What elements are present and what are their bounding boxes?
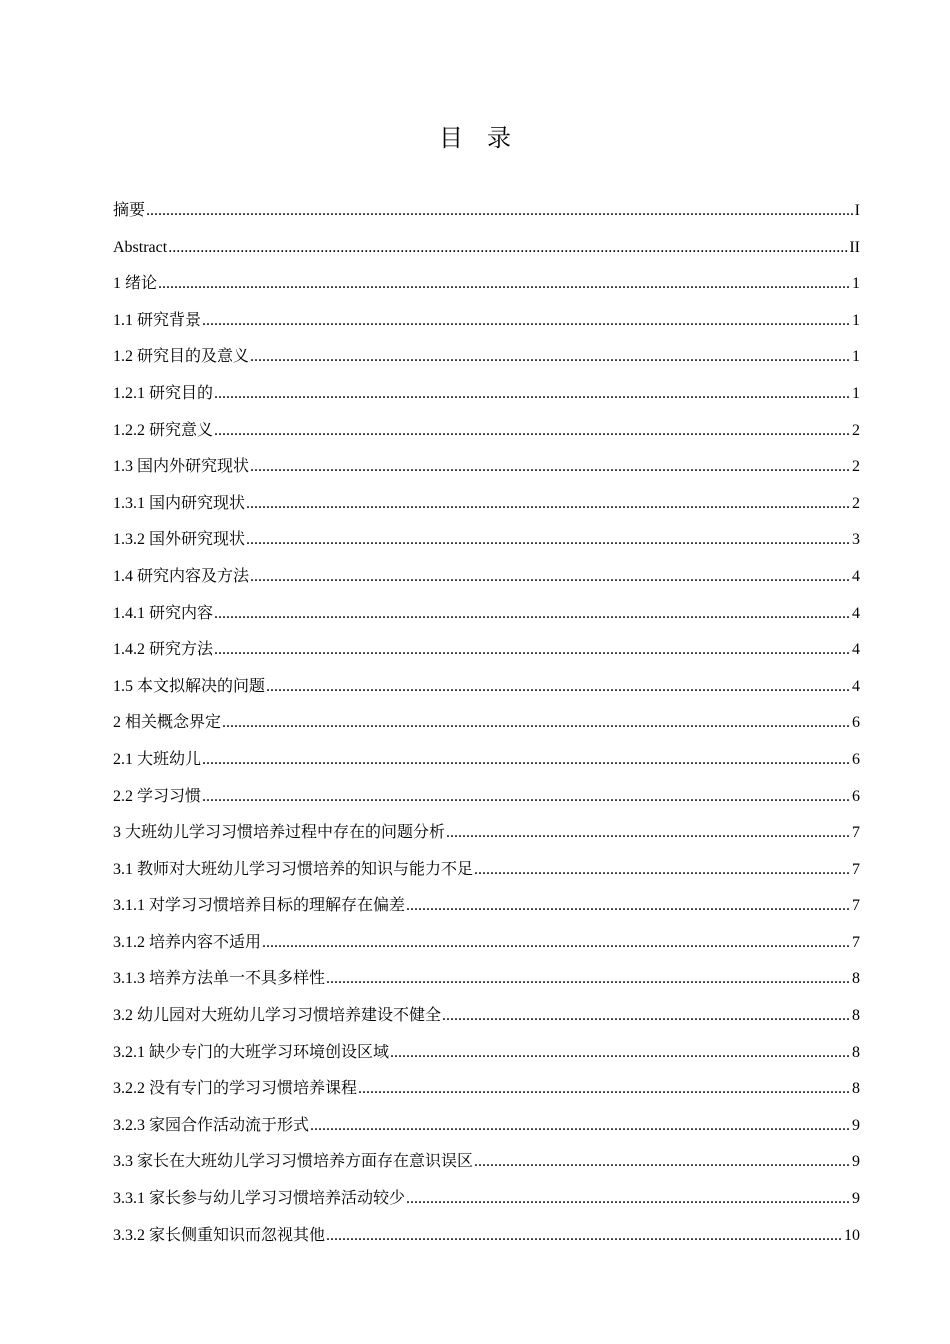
- toc-entry[interactable]: [113, 819, 860, 856]
- toc-entry[interactable]: [113, 746, 860, 783]
- toc-entry-label: 3.1 教师对大班幼儿学习习惯培养的知识与能力不足: [113, 860, 474, 878]
- toc-page-number: 9: [852, 1153, 860, 1171]
- toc-page-number: 8: [852, 1080, 860, 1098]
- toc-page-number: 4: [852, 641, 860, 659]
- toc-entry-label: 1.3 国内外研究现状: [113, 458, 250, 476]
- toc-page-number: 7: [852, 933, 860, 951]
- toc-entry[interactable]: [113, 417, 860, 454]
- toc-page-number: 8: [852, 1043, 860, 1061]
- toc-dot-leader: [250, 453, 851, 481]
- toc-entry-label: 3.3.1 家长参与幼儿学习习惯培养活动较少: [113, 1190, 406, 1208]
- toc-entry-label: 1.4.1 研究内容: [113, 604, 214, 622]
- toc-entry-label: 1.4.2 研究方法: [113, 641, 214, 659]
- toc-entry-label: 1.2.2 研究意义: [113, 421, 214, 439]
- toc-dot-leader: [326, 1222, 843, 1250]
- toc-entry[interactable]: [113, 673, 860, 710]
- toc-entry[interactable]: [113, 1075, 860, 1112]
- toc-dot-leader: [262, 929, 851, 957]
- toc-entry-label: 1.4 研究内容及方法: [113, 567, 250, 585]
- toc-entry[interactable]: [113, 965, 860, 1002]
- toc-entry[interactable]: [113, 1039, 860, 1076]
- toc-page-number: 9: [852, 1190, 860, 1208]
- toc-page-number: 2: [852, 421, 860, 439]
- toc-entry-label: 1.2.1 研究目的: [113, 384, 214, 402]
- toc-page-number: 6: [852, 714, 860, 732]
- toc-dot-leader: [406, 892, 851, 920]
- toc-dot-leader: [214, 380, 851, 408]
- toc-page-number: 2: [852, 458, 860, 476]
- toc-entry[interactable]: [113, 380, 860, 417]
- toc-entry-label: 2.1 大班幼儿: [113, 750, 202, 768]
- toc-entry-label: Abstract: [113, 238, 168, 256]
- toc-dot-leader: [250, 563, 851, 591]
- toc-entry[interactable]: [113, 783, 860, 820]
- toc-entry[interactable]: [113, 490, 860, 527]
- toc-dot-leader: [442, 1002, 851, 1030]
- page-title: 目录: [439, 124, 535, 152]
- toc-entry-label: 1.5 本文拟解决的问题: [113, 677, 266, 695]
- toc-entry[interactable]: [113, 856, 860, 893]
- toc-page-number: 4: [852, 677, 860, 695]
- toc-entry-label: 2.2 学习习惯: [113, 787, 202, 805]
- table-of-contents: [113, 197, 860, 1258]
- toc-page-number: II: [849, 238, 860, 256]
- toc-dot-leader: [214, 636, 851, 664]
- toc-entry-label: 3.2.2 没有专门的学习习惯培养课程: [113, 1080, 358, 1098]
- toc-entry[interactable]: [113, 892, 860, 929]
- toc-entry-label: 3.2.3 家园合作活动流于形式: [113, 1116, 310, 1134]
- toc-page-number: 1: [852, 311, 860, 329]
- toc-entry[interactable]: [113, 929, 860, 966]
- toc-dot-leader: [390, 1039, 851, 1067]
- toc-page-number: 7: [852, 897, 860, 915]
- toc-dot-leader: [202, 307, 851, 335]
- toc-page-number: 4: [852, 567, 860, 585]
- toc-page-number: 4: [852, 604, 860, 622]
- toc-entry[interactable]: [113, 1185, 860, 1222]
- toc-page-number: 9: [852, 1116, 860, 1134]
- toc-entry[interactable]: [113, 234, 860, 271]
- toc-entry-label: 3.1.2 培养内容不适用: [113, 933, 262, 951]
- toc-page-number: 3: [852, 531, 860, 549]
- toc-page-number: 1: [852, 348, 860, 366]
- toc-dot-leader: [246, 490, 851, 518]
- toc-page-number: 1: [852, 275, 860, 293]
- toc-dot-leader: [158, 270, 851, 298]
- toc-dot-leader: [474, 856, 851, 884]
- toc-dot-leader: [146, 197, 854, 225]
- toc-entry-label: 3.3.2 家长侧重知识而忽视其他: [113, 1226, 326, 1244]
- toc-page-number: 1: [852, 384, 860, 402]
- toc-page-number: 10: [844, 1226, 860, 1244]
- toc-dot-leader: [202, 783, 851, 811]
- toc-page-number: 6: [852, 787, 860, 805]
- toc-dot-leader: [446, 819, 851, 847]
- toc-dot-leader: [168, 234, 848, 262]
- toc-entry-label: 1.3.2 国外研究现状: [113, 531, 246, 549]
- toc-entry-label: 3.2.1 缺少专门的大班学习环境创设区域: [113, 1043, 390, 1061]
- toc-entry-label: 1.1 研究背景: [113, 311, 202, 329]
- toc-page-number: 6: [852, 750, 860, 768]
- toc-entry[interactable]: [113, 307, 860, 344]
- toc-entry[interactable]: [113, 1112, 860, 1149]
- toc-page-number: I: [854, 202, 860, 219]
- toc-entry-label: 3.2 幼儿园对大班幼儿学习习惯培养建设不健全: [113, 1007, 442, 1025]
- toc-entry[interactable]: [113, 1222, 860, 1259]
- toc-entry[interactable]: [113, 600, 860, 637]
- toc-dot-leader: [406, 1185, 851, 1213]
- toc-entry[interactable]: [113, 197, 860, 234]
- toc-dot-leader: [214, 600, 851, 628]
- toc-entry-label: 3 大班幼儿学习习惯培养过程中存在的问题分析: [113, 824, 446, 842]
- toc-entry-label: 1.3.1 国内研究现状: [113, 494, 246, 512]
- toc-page-number: 7: [852, 824, 860, 842]
- toc-entry[interactable]: [113, 270, 860, 307]
- toc-dot-leader: [246, 526, 851, 554]
- toc-dot-leader: [310, 1112, 851, 1140]
- toc-entry-label: 3.1.3 培养方法单一不具多样性: [113, 970, 326, 988]
- toc-dot-leader: [250, 343, 851, 371]
- toc-entry-label: 2 相关概念界定: [113, 714, 222, 732]
- toc-entry[interactable]: [113, 453, 860, 490]
- toc-page-number: 2: [852, 494, 860, 512]
- toc-page-number: 8: [852, 970, 860, 988]
- toc-page-number: 8: [852, 1007, 860, 1025]
- toc-dot-leader: [474, 1148, 851, 1176]
- toc-entry[interactable]: [113, 343, 860, 380]
- toc-entry[interactable]: [113, 1148, 860, 1185]
- toc-dot-leader: [326, 965, 851, 993]
- toc-entry[interactable]: [113, 563, 860, 600]
- toc-entry[interactable]: [113, 526, 860, 563]
- toc-entry-label: 摘要: [113, 202, 146, 219]
- toc-entry[interactable]: [113, 636, 860, 673]
- toc-entry[interactable]: [113, 1002, 860, 1039]
- toc-dot-leader: [222, 709, 851, 737]
- toc-dot-leader: [214, 417, 851, 445]
- toc-entry-label: 1 绪论: [113, 275, 158, 293]
- toc-entry-label: 3.1.1 对学习习惯培养目标的理解存在偏差: [113, 897, 406, 915]
- toc-entry-label: 1.2 研究目的及意义: [113, 348, 250, 366]
- toc-entry[interactable]: [113, 709, 860, 746]
- toc-dot-leader: [266, 673, 851, 701]
- toc-dot-leader: [202, 746, 851, 774]
- toc-page-number: 7: [852, 860, 860, 878]
- toc-entry-label: 3.3 家长在大班幼儿学习习惯培养方面存在意识误区: [113, 1153, 474, 1171]
- toc-dot-leader: [358, 1075, 851, 1103]
